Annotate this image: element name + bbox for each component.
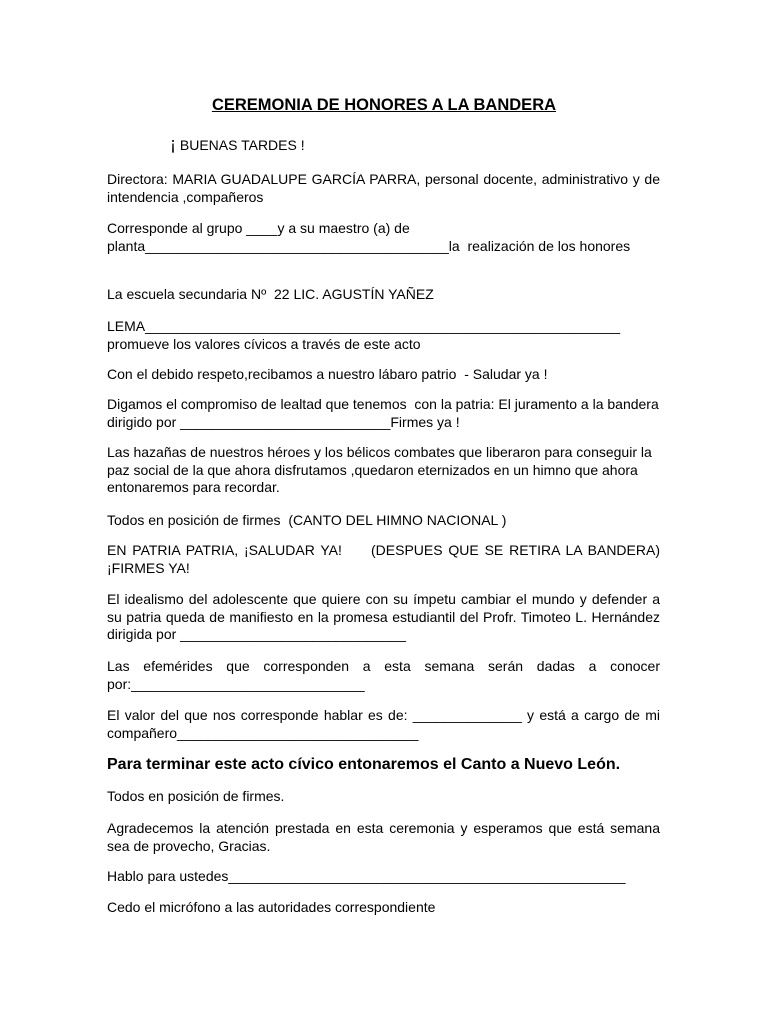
paragraph-saludo: Con el debido respeto,recibamos a nuestro lábaro patrio - Saludar ya ! bbox=[107, 366, 548, 382]
paragraph-canto-nuevo-leon: Para terminar este acto cívico entonaremos el Canto a Nuevo León. bbox=[107, 756, 621, 773]
paragraph-hablo: Hablo para ustedes___________________________________________________ bbox=[107, 868, 626, 884]
paragraph-directora: Directora: MARIA GUADALUPE GARCÍA PARRA, personal docente, administrativo y de intendencia ,compañeros bbox=[107, 171, 664, 205]
paragraph-firmes: Todos en posición de firmes. bbox=[107, 788, 285, 804]
document-title: CEREMONIA DE HONORES A LA BANDERA bbox=[211, 96, 557, 114]
paragraph-patria: EN PATRIA PATRIA, ¡SALUDAR YA! (DESPUES QUE SE RETIRA LA BANDERA) ¡FIRMES YA! bbox=[107, 542, 668, 576]
greeting-text: BUENAS TARDES ! bbox=[176, 137, 305, 153]
greeting-exclamation-mark: ¡ bbox=[170, 134, 176, 154]
paragraph-himno: Todos en posición de firmes (CANTO DEL HIMNO NACIONAL ) bbox=[107, 512, 507, 528]
paragraph-hazanas: Las hazañas de nuestros héroes y los bélicos combates que liberaron para conseguir la paz social de la que ahora disfrutamos ,quedaron eternizados en un himno que ahora entonaremos para recordar. bbox=[107, 444, 656, 495]
paragraph-juramento: Digamos el compromiso de lealtad que tenemos con la patria: El juramento a la bandera dirigido por ___________________________Firmes ya ! bbox=[107, 396, 663, 430]
paragraph-idealismo: El idealismo del adolescente que quiere con su ímpetu cambiar el mundo y defender a su patria queda de manifiesto en la promesa estudiantil del Profr. Timoteo L. Hernández dirigida por _____________________________ bbox=[107, 591, 664, 642]
greeting bbox=[170, 136, 305, 155]
paragraph-grupo: Corresponde al grupo ____y a su maestro (a) de planta_______________________________________la realización de los honores bbox=[107, 220, 631, 254]
paragraph-escuela: La escuela secundaria Nº 22 LIC. AGUSTÍN YAÑEZ bbox=[107, 286, 434, 302]
paragraph-agradecimiento: Agradecemos la atención prestada en esta ceremonia y esperamos que está semana sea de provecho, Gracias. bbox=[107, 820, 664, 854]
paragraph-lema: LEMA_____________________________________________________________ promueve los valores cívicos a través de este acto bbox=[107, 318, 624, 352]
paragraph-cedo: Cedo el micrófono a las autoridades correspondiente bbox=[107, 899, 436, 915]
paragraph-efemerides: Las efemérides que corresponden a esta semana serán dadas a conocer por:______________________________ bbox=[107, 658, 664, 692]
paragraph-valor: El valor del que nos corresponde hablar es de: ______________ y está a cargo de mi compañero_______________________________ bbox=[107, 707, 664, 741]
